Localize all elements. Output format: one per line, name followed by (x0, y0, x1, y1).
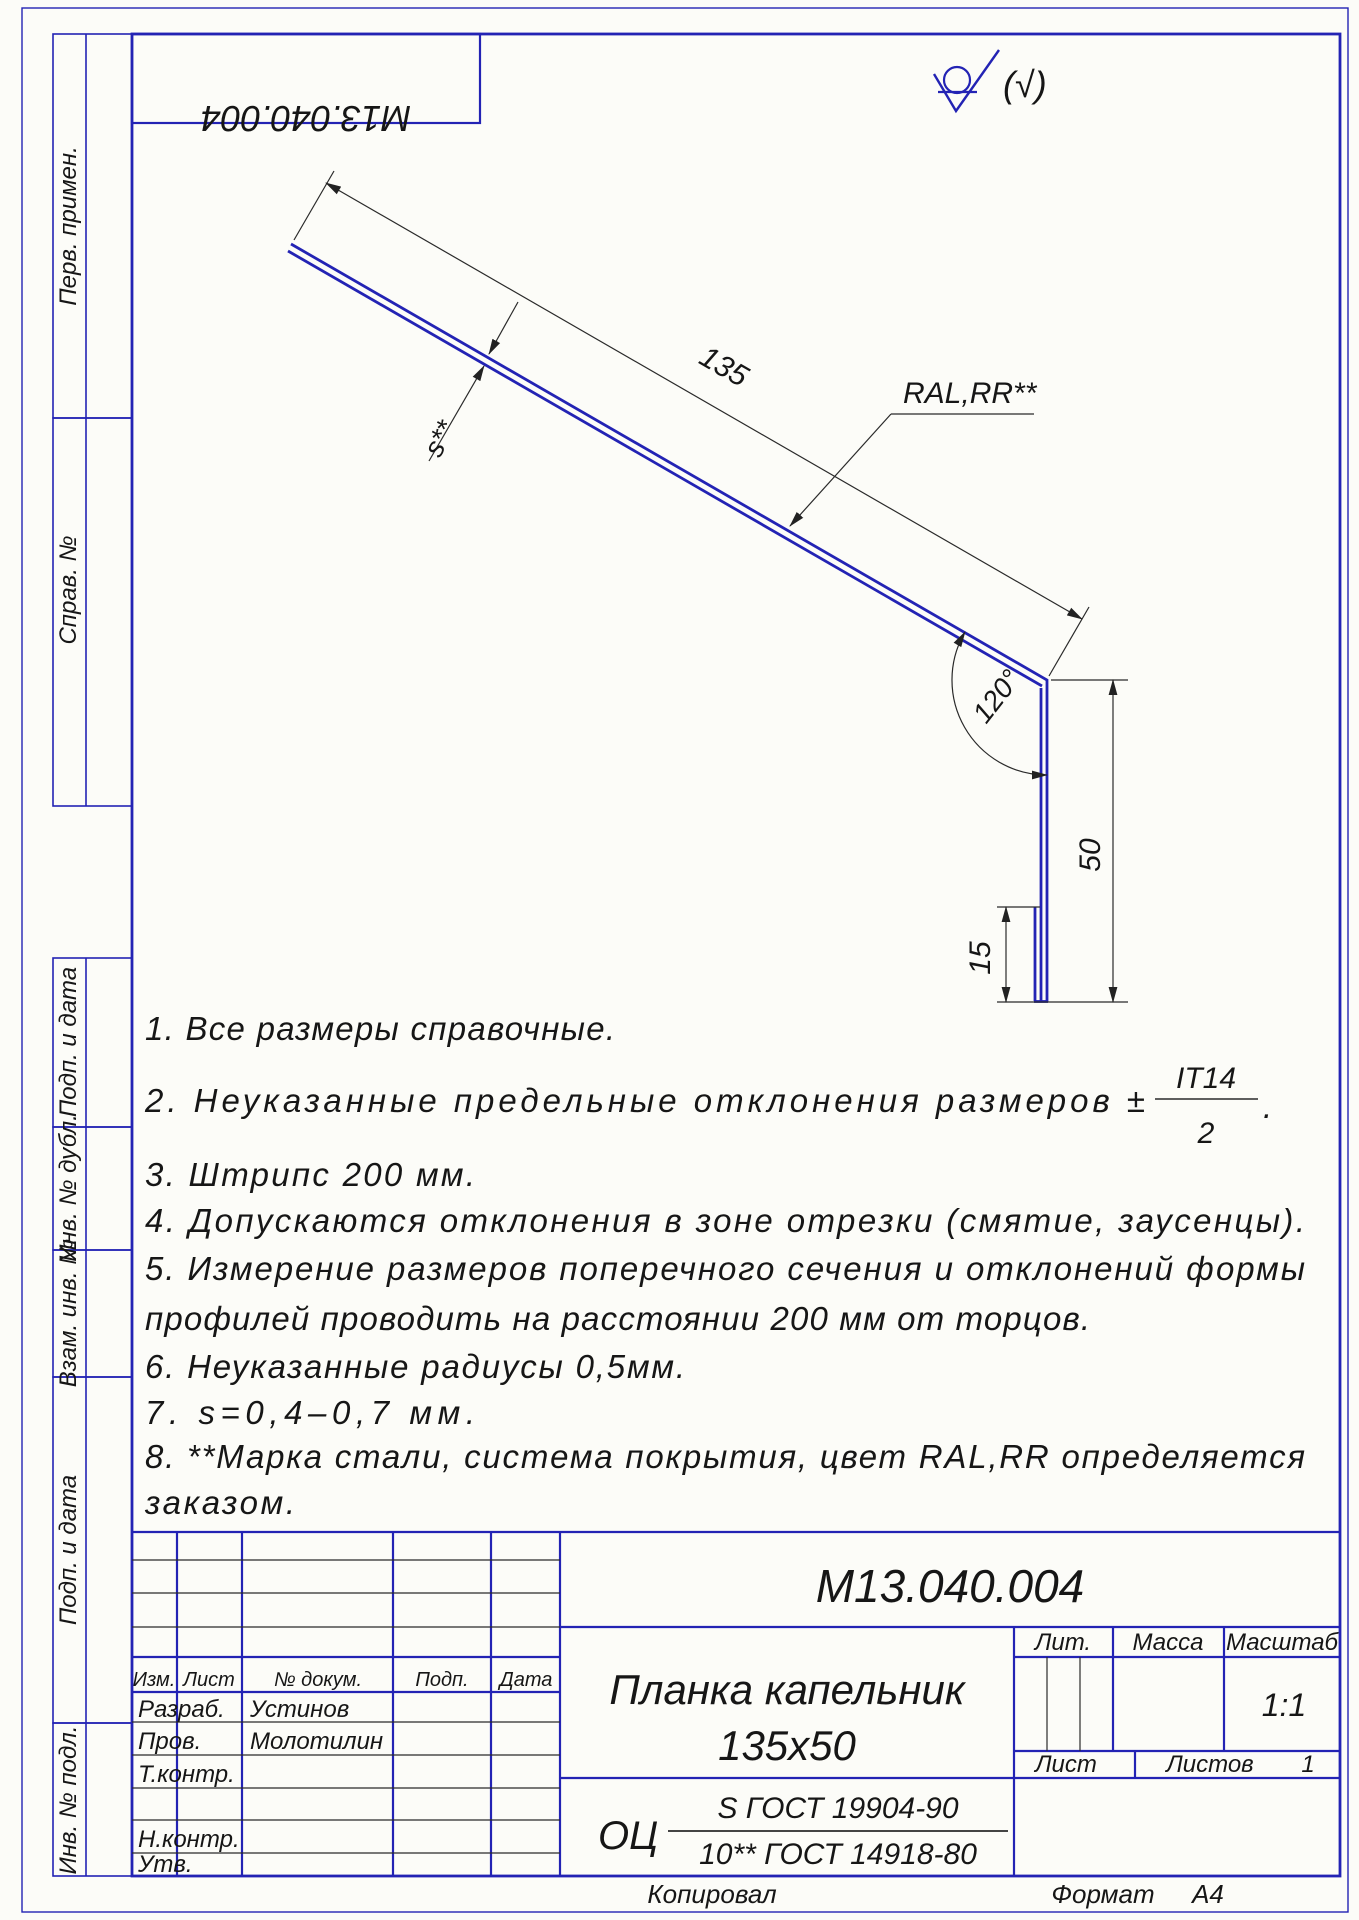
margin-label-podp-data-2: Подп. и дата (55, 1474, 82, 1626)
name-razrab: Устинов (250, 1696, 350, 1723)
note-4: 4. Допускаются отклонения в зоне отрезки (смятие, заусенцы). (145, 1202, 1305, 1239)
masshtab-label: Масштаб (1225, 1629, 1339, 1656)
massa-label: Масса (1132, 1629, 1204, 1656)
note-5-line2: профилей проводить на расстоянии 200 мм от торцов. (145, 1300, 1090, 1337)
dim-15-label: 15 (964, 941, 997, 975)
surface-finish-bracket-mark: (√) (1003, 64, 1047, 105)
list-label: Лист (1035, 1751, 1097, 1778)
note-6: 6. Неуказанные радиусы 0,5мм. (145, 1348, 685, 1385)
listov-value: 1 (1301, 1751, 1315, 1778)
profile-section (288, 244, 1048, 1002)
note-2-period: . (1263, 1088, 1273, 1125)
format-label: Формат (1051, 1879, 1155, 1909)
part-name-line2: 135х50 (718, 1722, 856, 1769)
dim-135-label: 135 (693, 339, 754, 394)
top-stamp (132, 34, 480, 139)
surface-finish-symbol (934, 50, 1047, 111)
note-8-line2: заказом. (145, 1484, 295, 1521)
material-prefix: ОЦ (598, 1814, 659, 1858)
material-numerator: S ГОСТ 19904-90 (717, 1792, 959, 1825)
technical-notes (144, 1010, 1305, 1521)
scale-value: 1:1 (1261, 1687, 1307, 1723)
dim-thickness-label: s** (417, 415, 462, 462)
dimension-15 (997, 907, 1040, 1002)
sheet-footer (647, 1879, 1224, 1909)
note-2: 2. Неуказанные предельные отклонения размеров ± (145, 1082, 1145, 1119)
margin-label-inv-podl: Инв. № подл. (55, 1725, 82, 1875)
left-margin-labels (55, 146, 82, 1874)
note-8-line1: 8. **Марка стали, система покрытия, цвет RAL,RR определяется (145, 1438, 1305, 1475)
margin-label-podp-data-1: Подп. и дата (55, 966, 82, 1118)
dim-angle-label: 120° (966, 663, 1027, 729)
col-data: Дата (499, 1669, 553, 1691)
note-7: 7. s=0,4–0,7 мм. (145, 1394, 475, 1431)
note-5-line1: 5. Измерение размеров поперечного сечения и отклонений формы (145, 1250, 1305, 1287)
doc-number: М13.040.004 (815, 1560, 1085, 1612)
col-podp: Подп. (415, 1669, 469, 1691)
margin-label-sprav-no: Справ. № (55, 535, 82, 645)
row-prov: Пров. (138, 1728, 202, 1755)
coating-label: RAL,RR** (903, 377, 1037, 410)
leader-coating (790, 414, 1034, 526)
margin-label-inv-dubl: Инв. № дубл. (55, 1114, 82, 1262)
part-name-line1: Планка капельник (609, 1666, 965, 1713)
row-nkontr: Н.контр. (138, 1826, 240, 1853)
row-razrab: Разраб. (138, 1696, 225, 1723)
note-1: 1. Все размеры справочные. (145, 1010, 615, 1047)
format-value: А4 (1192, 1879, 1224, 1909)
col-izm: Изм. (132, 1669, 176, 1691)
note-2-frac-den: 2 (1197, 1117, 1215, 1150)
name-prov: Молотилин (250, 1728, 384, 1755)
row-tkontr: Т.контр. (138, 1761, 235, 1788)
stamp-number: М13.040.004 (200, 98, 412, 139)
copied-label: Копировал (647, 1879, 777, 1909)
margin-label-perv-primen: Перв. примен. (55, 146, 82, 306)
note-3: 3. Штрипс 200 мм. (145, 1156, 475, 1193)
material-denominator: 10** ГОСТ 14918-80 (699, 1838, 977, 1871)
col-doc: № докум. (273, 1669, 363, 1691)
listov-label: Листов (1166, 1751, 1254, 1778)
col-list: Лист (183, 1669, 235, 1691)
dimension-135 (294, 171, 1089, 676)
row-utv: Утв. (138, 1851, 193, 1878)
note-2-frac-num: IT14 (1175, 1062, 1237, 1095)
dim-50-label: 50 (1074, 838, 1107, 872)
lit-label: Лит. (1034, 1629, 1092, 1656)
dimension-50 (997, 680, 1128, 1002)
title-block-text (133, 1560, 1340, 1878)
margin-label-vzam-inv: Взам. инв. № (55, 1238, 82, 1388)
